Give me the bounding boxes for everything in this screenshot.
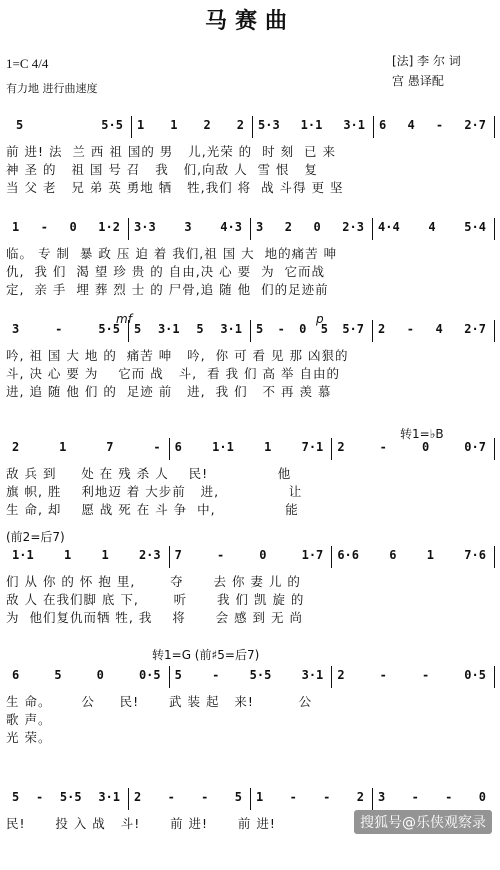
- notes-row: [0, 322, 500, 340]
- measure: 5 - 0 5 5·7: [256, 322, 364, 336]
- notes-row: [0, 118, 500, 136]
- measure: 3 - - 0: [378, 790, 486, 804]
- barline: [372, 218, 373, 240]
- measure: 6·6 6 1 7·6: [337, 548, 486, 562]
- barline: [250, 788, 251, 810]
- modulation-note: (前2=后7): [6, 530, 65, 544]
- song-title: 马赛曲: [204, 8, 295, 34]
- tempo-marking: 有力地 进行曲速度: [6, 82, 98, 95]
- barline: [169, 438, 170, 460]
- score-system: [0, 322, 500, 402]
- measure: 6 4 - 2·7: [379, 118, 486, 132]
- measure: 5 - 5·5 3·1: [12, 790, 120, 804]
- measure: 2 - - 5: [134, 790, 242, 804]
- notes-row: [0, 790, 500, 808]
- watermark: 搜狐号@乐侠观察录: [354, 810, 492, 834]
- measure: 3 - 5·5: [12, 322, 120, 336]
- lyric-line: 临。 专 制 暴 政 压 迫 着 我们,祖 国 大 地的痛苦 呻: [6, 246, 338, 261]
- measure: 3 2 0 2·3: [256, 220, 364, 234]
- measure: 6 5 0 0·5: [12, 668, 161, 682]
- lyric-line: 前 进! 法 兰 西 祖 国的 男 儿,光荣 的 时 刻 已 来: [6, 144, 337, 159]
- measure: 2 - 0 0·7: [337, 440, 486, 454]
- barline: [494, 546, 495, 568]
- measure: 4·4 4 5·4: [378, 220, 486, 234]
- lyric-line: 生 命, 却 愿 战 死 在 斗 争 中, 能: [6, 502, 299, 517]
- barline: [128, 218, 129, 240]
- lyric-line: 敌 人 在我们脚 底 下, 听 我 们 凯 旋 的: [6, 592, 305, 607]
- barline: [131, 116, 132, 138]
- lyric-line: 民! 投 入 战 斗! 前 进! 前 进!: [6, 816, 276, 831]
- barline: [169, 666, 170, 688]
- barline: [372, 320, 373, 342]
- notes-row: [0, 220, 500, 238]
- measure: 6 1·1 1 7·1: [174, 440, 324, 454]
- measure: 5·3 1·1 3·1: [258, 118, 365, 132]
- lyric-line: 进, 追 随 他 们 的 足迹 前 进, 我 们 不 再 羡 慕: [6, 384, 332, 399]
- measure: 7 - 0 1·7: [174, 548, 324, 562]
- score-system: [0, 440, 500, 520]
- barline: [494, 438, 495, 460]
- score-system: [0, 548, 500, 628]
- measure: 1 - 0 1·2: [12, 220, 120, 234]
- barline: [331, 546, 332, 568]
- notes-row: [0, 548, 500, 566]
- modulation-g: 转1=G (前♯5=后7): [152, 648, 260, 662]
- barline: [494, 218, 495, 240]
- lyric-line: 光 荣。: [6, 730, 52, 745]
- modulation-bflat: 转1=♭B: [400, 427, 444, 441]
- barline: [331, 438, 332, 460]
- measure: 5 3·1 5 3·1: [134, 322, 242, 336]
- lyricist-credit: [法] 李 尔 词: [392, 54, 461, 68]
- score-system: [0, 668, 500, 748]
- lyric-line: 们 从 你 的 怀 抱 里, 夺 去 你 妻 儿 的: [6, 574, 301, 589]
- measure: 2 1 7 -: [12, 440, 161, 454]
- measure: 5 5·5: [16, 118, 123, 132]
- translator-credit: 宫 愚译配: [392, 74, 444, 88]
- dynamic-p: p: [316, 312, 324, 326]
- measure: 1·1 1 1 2·3: [12, 548, 161, 562]
- barline: [250, 320, 251, 342]
- barline: [494, 116, 495, 138]
- measure: 3·3 3 4·3: [134, 220, 242, 234]
- barline: [250, 218, 251, 240]
- barline: [494, 320, 495, 342]
- dynamic-mf: mf: [116, 312, 132, 326]
- barline: [252, 116, 253, 138]
- lyric-line: 为 他们复仇而牺 牲, 我 将 会 感 到 无 尚: [6, 610, 303, 625]
- notes-row: [0, 668, 500, 686]
- lyric-line: 当 父 老 兄 弟 英 勇地 牺 牲,我们 将 战 斗得 更 坚: [6, 180, 344, 195]
- lyric-line: 旗 帜, 胜 利地迈 着 大步前 进, 让: [6, 484, 303, 499]
- score-system: [0, 118, 500, 198]
- lyric-line: 定, 亲 手 埋 葬 烈 士 的 尸骨,追 随 他 们的足迹前: [6, 282, 329, 297]
- barline: [494, 666, 495, 688]
- barline: [128, 788, 129, 810]
- lyric-line: 仇, 我 们 渴 望 珍 贵 的 自由,决 心 要 为 它而战: [6, 264, 326, 279]
- barline: [128, 320, 129, 342]
- barline: [169, 546, 170, 568]
- barline: [372, 788, 373, 810]
- notes-row: [0, 440, 500, 458]
- barline: [373, 116, 374, 138]
- lyric-line: 斗, 决 心 要 为 它而 战 斗, 看 我 们 高 举 自由的: [6, 366, 340, 381]
- measure: 5 - 5·5 3·1: [174, 668, 324, 682]
- measure: 1 - - 2: [256, 790, 364, 804]
- measure: 2 - 4 2·7: [378, 322, 486, 336]
- lyric-line: 吟, 祖 国 大 地 的 痛苦 呻 吟, 你 可 看 见 那 凶狠的: [6, 348, 349, 363]
- barline: [331, 666, 332, 688]
- lyric-line: 歌 声。: [6, 712, 52, 727]
- score-system: [0, 220, 500, 300]
- measure: 1 1 2 2: [137, 118, 244, 132]
- measure: 2 - - 0·5: [337, 668, 486, 682]
- lyric-line: 敌 兵 到 处 在 残 杀 人 民! 他: [6, 466, 292, 481]
- lyric-line: 生 命。 公 民! 武 装 起 来! 公: [6, 694, 313, 709]
- lyric-line: 神 圣 的 祖 国 号 召 我 们,向敌 人 雪 恨 复: [6, 162, 318, 177]
- key-signature: 1=C 4/4: [6, 56, 49, 71]
